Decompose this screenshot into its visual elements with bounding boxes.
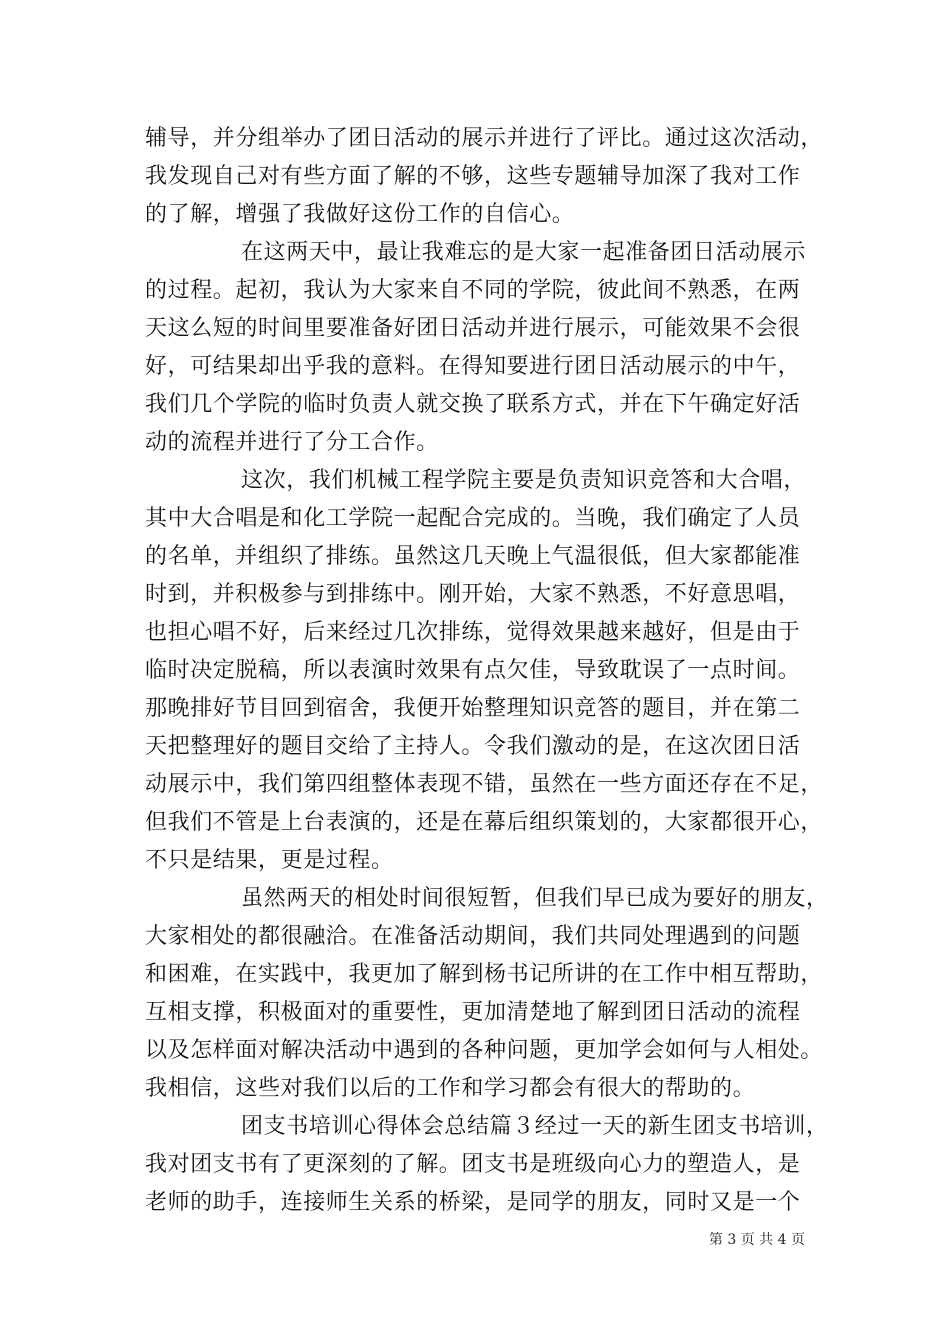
paragraph-start-line: 团支书培训心得体会总结篇３经过一天的新生团支书培训，: [241, 1114, 829, 1139]
text-line: 动展示中，我们第四组整体表现不错，虽然在一些方面还存在不足，: [145, 772, 824, 797]
text-line: 不只是结果，更是过程。: [145, 848, 394, 873]
paragraph-start-line: 虽然两天的相处时间很短暂，但我们早已成为要好的朋友，: [241, 886, 829, 911]
text-line: 那晚排好节目回到宿舍，我便开始整理知识竞答的题目，并在第二: [145, 696, 801, 721]
text-line: 以及怎样面对解决活动中遇到的各种问题，更加学会如何与人相处。: [145, 1038, 824, 1063]
text-line: 其中大合唱是和化工学院一起配合完成的。当晚，我们确定了人员: [145, 506, 801, 531]
text-line: 我相信，这些对我们以后的工作和学习都会有很大的帮助的。: [145, 1076, 756, 1101]
text-line: 好，可结果却出乎我的意料。在得知要进行团日活动展示的中午，: [145, 354, 801, 379]
text-line: 动的流程并进行了分工合作。: [145, 430, 439, 455]
text-line: 辅导，并分组举办了团日活动的展示并进行了评比。通过这次活动，: [145, 126, 824, 151]
text-line: 我对团支书有了更深刻的了解。团支书是班级向心力的塑造人，是: [145, 1152, 801, 1177]
text-line: 我发现自己对有些方面了解的不够，这些专题辅导加深了我对工作: [145, 164, 801, 189]
text-line: 临时决定脱稿，所以表演时效果有点欠佳，导致耽误了一点时间。: [145, 658, 801, 683]
text-line: 的过程。起初，我认为大家来自不同的学院，彼此间不熟悉，在两: [145, 278, 801, 303]
text-line: 的名单，并组织了排练。虽然这几天晚上气温很低，但大家都能准: [145, 544, 801, 569]
text-line: 大家相处的都很融洽。在准备活动期间，我们共同处理遇到的问题: [145, 924, 801, 949]
paragraph-start-line: 这次，我们机械工程学院主要是负责知识竞答和大合唱，: [241, 468, 807, 493]
text-line: 天把整理好的题目交给了主持人。令我们激动的是，在这次团日活: [145, 734, 801, 759]
text-line: 互相支撑，积极面对的重要性，更加清楚地了解到团日活动的流程: [145, 1000, 801, 1025]
text-line: 时到，并积极参与到排练中。刚开始，大家不熟悉，不好意思唱，: [145, 582, 801, 607]
text-line: 我们几个学院的临时负责人就交换了联系方式，并在下午确定好活: [145, 392, 801, 417]
text-line: 老师的助手，连接师生关系的桥梁，是同学的朋友，同时又是一个: [145, 1190, 801, 1215]
text-line: 的了解，增强了我做好这份工作的自信心。: [145, 202, 575, 227]
page-number-footer: 第 3 页 共 4 页: [708, 1232, 805, 1248]
paragraph-start-line: 在这两天中，最让我难忘的是大家一起准备团日活动展示: [241, 240, 807, 265]
text-line: 天这么短的时间里要准备好团日活动并进行展示，可能效果不会很: [145, 316, 801, 341]
document-body: [145, 120, 835, 1222]
text-line: 也担心唱不好，后来经过几次排练，觉得效果越来越好，但是由于: [145, 620, 801, 645]
text-line: 和困难，在实践中，我更加了解到杨书记所讲的在工作中相互帮助，: [145, 962, 824, 987]
text-line: 但我们不管是上台表演的，还是在幕后组织策划的，大家都很开心，: [145, 810, 824, 835]
